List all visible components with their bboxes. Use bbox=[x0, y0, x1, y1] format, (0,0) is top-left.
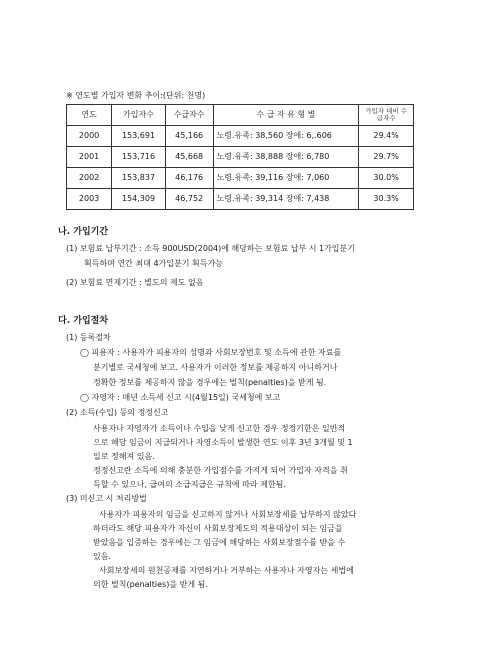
income-correction-line4: 정정신고란 소득에 의해 충분한 가입점수를 가지게 되어 가입자 자격을 취 bbox=[93, 466, 348, 475]
cell-subscribers: 153,716 bbox=[112, 147, 166, 168]
non-report-line4: 있음. bbox=[93, 552, 111, 561]
cell-subscribers: 153,837 bbox=[112, 168, 166, 189]
subscriber-trend-table bbox=[66, 104, 414, 210]
registration-procedure-heading: (1) 등록절차 bbox=[66, 333, 111, 342]
cell-ratio: 30.3% bbox=[359, 189, 414, 210]
header-year: 연도 bbox=[67, 105, 112, 126]
cell-subscribers: 154,309 bbox=[112, 189, 166, 210]
income-correction-heading: (2) 소득(수입) 등의 정정신고 bbox=[66, 408, 169, 417]
header-ratio: 가입자 대비 수급자수 bbox=[359, 105, 414, 126]
income-correction-line2: 으로 해당 임금이 지급되거나 자영소득이 발생한 연도 이후 3년 3개월 및 1 bbox=[93, 438, 353, 447]
cell-beneficiaries: 46,752 bbox=[165, 189, 213, 210]
cell-beneficiaries: 45,668 bbox=[165, 147, 213, 168]
cell-beneficiary-type: 노령.유족: 38,888 장애: 6,780 bbox=[213, 147, 359, 168]
cell-subscribers: 153,691 bbox=[112, 126, 166, 147]
section-title-subscription-period: 나. 가입기간 bbox=[58, 227, 109, 237]
table-row bbox=[67, 189, 414, 210]
non-report-line2: 하더라도 해당 피용자가 자신이 사회보장제도의 적용대상이 되는 임금을 bbox=[93, 524, 343, 533]
employee-registration-line1: ◯ 피용자 : 사용자가 피용자의 성명과 사회보장번호 및 소득에 관한 자료를 bbox=[80, 348, 342, 357]
section-title-enrollment-procedure: 다. 가입절차 bbox=[58, 316, 109, 326]
table-row bbox=[67, 126, 414, 147]
non-report-line6: 의한 벌칙(penalties)을 받게 됨. bbox=[93, 580, 208, 589]
income-correction-line5: 득할 수 있으나, 급여의 소급지급은 규칙에 따라 제한됨. bbox=[93, 480, 286, 489]
cell-year: 2002 bbox=[67, 168, 112, 189]
non-report-line3: 받았음을 입증하는 경우에는 그 임금에 해당하는 사회보장점수를 받을 수 bbox=[93, 538, 346, 547]
cell-beneficiary-type: 노령.유족: 39,314 장애: 7,438 bbox=[213, 189, 359, 210]
cell-beneficiaries: 46,176 bbox=[165, 168, 213, 189]
non-report-line5: 사회보장세의 원천공제를 지연하거나 거부하는 사용자나 자영자는 세법에 bbox=[99, 566, 354, 575]
cell-ratio: 30.0% bbox=[359, 168, 414, 189]
cell-year: 2001 bbox=[67, 147, 112, 168]
income-correction-line3: 일로 정해져 있음. bbox=[93, 452, 155, 461]
cell-beneficiary-type: 노령.유족: 39,116 장애: 7,060 bbox=[213, 168, 359, 189]
header-subscribers: 가입자수 bbox=[112, 105, 166, 126]
cell-beneficiaries: 45,166 bbox=[165, 126, 213, 147]
table-row bbox=[67, 168, 414, 189]
income-correction-line1: 사용자나 자영자가 소득이나 수입을 낮게 신고한 경우 정정기한은 일반적 bbox=[93, 424, 346, 433]
table-header-row bbox=[67, 105, 414, 126]
premium-payment-period: (1) 보험료 납부기간 : 소득 900USD(2004)에 해당하는 보험료 납부 시 1가입분기 bbox=[66, 244, 355, 253]
cell-ratio: 29.7% bbox=[359, 147, 414, 168]
header-beneficiary-type: 수 급 자 유 형 별 bbox=[213, 105, 359, 126]
cell-year: 2003 bbox=[67, 189, 112, 210]
premium-payment-period-cont: 획득하며 연간 최대 4가입분기 획득가능 bbox=[84, 259, 223, 268]
non-report-line1: 사용자가 피용자의 임금을 신고하지 않거나 사회보장세를 납부하지 않았다 bbox=[99, 510, 357, 519]
non-report-handling-heading: (3) 미신고 시 처리방법 bbox=[66, 494, 147, 503]
table-row bbox=[67, 147, 414, 168]
self-employed-registration: ◯ 자영자 : 매년 소득세 신고 시(4월15일) 국세청에 보고 bbox=[80, 393, 281, 402]
employee-registration-line3: 정확한 정보를 제공하지 않을 경우에는 벌칙(penalties)을 받게 됨. bbox=[93, 378, 327, 387]
cell-year: 2000 bbox=[67, 126, 112, 147]
cell-beneficiary-type: 노령.유족: 38,560 장애: 6,.606 bbox=[213, 126, 359, 147]
header-beneficiaries: 수급자수 bbox=[165, 105, 213, 126]
premium-exemption-period: (2) 보험료 면제기간 : 별도의 제도 없음 bbox=[66, 278, 204, 287]
table-caption: ※ 연도별 가입자 변화 추이:(단위: 천명) bbox=[66, 91, 206, 100]
cell-ratio: 29.4% bbox=[359, 126, 414, 147]
employee-registration-line2: 분기별로 국세청에 보고. 사용자가 이러한 정보를 제공하지 아니하거나 bbox=[93, 363, 338, 372]
